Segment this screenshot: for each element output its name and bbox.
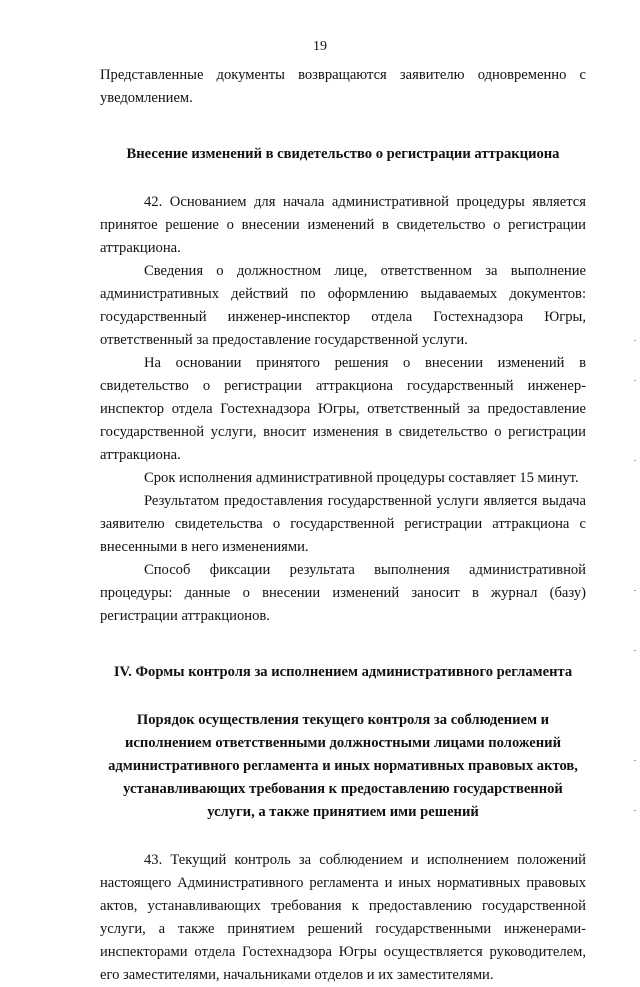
paragraph-fixation-method: Способ фиксации результата выполнения административной процедуры: данные о внесении изменений заносит в журнал (базу) регистрации аттракционов. — [100, 562, 586, 624]
intro-paragraph: Представленные документы возвращаются заявителю одновременно с уведомлением. — [100, 67, 586, 106]
paragraph-43: 43. Текущий контроль за соблюдением и исполнением положений настоящего Административного регламента и иных нормативных правовых актов, устанавливающих требования к предоставлению государственной услуги, а также принятием решений государственными инженерами-инспекторами отдела Гостехнадзора Югры осуществляется руководителем, его заместителями, начальниками отделов и их заместителями. — [100, 852, 586, 983]
subsection-heading: Порядок осуществления текущего контроля за соблюдением и исполнением ответственными должностными лицами положений административного регламента и иных нормативных правовых актов, устанавливающих требования к предоставлению государственной услуги, а также принятием ими решений — [108, 712, 578, 820]
chapter-heading: IV. Формы контроля за исполнением административного регламента — [113, 664, 573, 680]
paragraph-execution-term: Срок исполнения административной процедуры составляет 15 минут. — [144, 470, 579, 486]
scan-margin-marks — [632, 340, 636, 900]
paragraph-result: Результатом предоставления государственной услуги является выдача заявителю свидетельства о государственной регистрации аттракциона с внесенными в него изменениями. — [100, 493, 586, 555]
paragraph-responsible-official: Сведения о должностном лице, ответственном за выполнение административных действий по оформлению выдаваемых документов: государственный инженер-инспектор отдела Гостехнадзора Югры, ответственный за предоставление государственной услуги. — [100, 263, 586, 348]
section-heading: Внесение изменений в свидетельство о регистрации аттракциона — [126, 146, 560, 162]
paragraph-decision-basis: На основании принятого решения о внесении изменений в свидетельство о регистрации аттракциона государственный инженер-инспектор отдела Гостехнадзора Югры, ответственный за предоставление государственной услуги, вносит изменения в свидетельство о регистрации аттракциона. — [100, 355, 586, 463]
document-body — [100, 64, 586, 987]
paragraph-42: 42. Основанием для начала административной процедуры является принятое решение о внесении изменений в свидетельство о регистрации аттракциона. — [100, 194, 586, 256]
page-number: 19 — [313, 39, 327, 54]
